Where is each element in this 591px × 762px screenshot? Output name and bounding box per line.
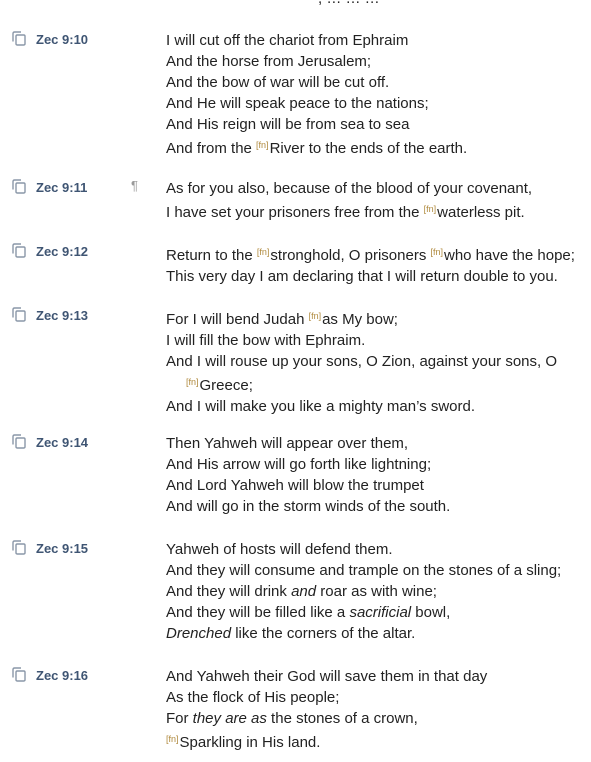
verse-lines [166, 666, 576, 753]
verse-text-segment: For [166, 710, 193, 727]
copy-icon[interactable] [12, 307, 26, 322]
verse-text-segment: River to the ends of the earth. [269, 140, 468, 157]
verse-line: And the horse from Jerusalem; [166, 53, 372, 70]
verse-line [166, 199, 576, 223]
verse-line [166, 708, 576, 729]
footnote-marker[interactable]: [fn] [423, 204, 437, 214]
verse-reference-link[interactable]: Zec 9:10 [36, 32, 89, 47]
footnote-marker[interactable]: [fn] [430, 247, 443, 257]
verse-text-segment: Sparkling in His land. [179, 734, 321, 751]
verse-reference-link[interactable]: Zec 9:14 [36, 435, 89, 450]
footnote-marker[interactable]: [fn] [256, 247, 270, 257]
verse-lines [166, 433, 576, 517]
verse-line: And Lord Yahweh will blow the trumpet [166, 477, 424, 494]
previous-verse-tail [318, 0, 380, 7]
verse-line: I will cut off the chariot from Ephraim [166, 32, 409, 49]
verse-line: Yahweh of hosts will defend them. [166, 541, 393, 558]
verse-lines [166, 178, 576, 223]
copy-icon[interactable] [12, 434, 26, 449]
verse-line [166, 372, 576, 396]
copy-icon[interactable] [12, 540, 26, 555]
verse-line [166, 242, 576, 266]
verse-line [166, 623, 576, 644]
verse-text-segment: Greece; [199, 377, 253, 394]
verse-text-segment: like the corners of the altar. [231, 625, 416, 642]
verse-lines [166, 30, 576, 159]
verse-line: As the flock of His people; [166, 689, 340, 706]
footnote-marker[interactable]: [fn] [186, 377, 199, 387]
verse-text-segment: Return to the [166, 247, 257, 264]
verse-reference-link[interactable]: Zec 9:12 [36, 244, 89, 259]
verse-text-segment: And they will drink [166, 583, 292, 600]
verse-reference-link[interactable]: Zec 9:11 [36, 180, 88, 195]
copy-icon[interactable] [12, 243, 26, 258]
verse-line: And Yahweh their God will save them in that day [166, 668, 488, 685]
italic-supplied-word: Drenched [166, 625, 232, 642]
verse-text-segment: stronghold, O prisoners [270, 247, 431, 264]
verse-line: This very day I am declaring that I will return double to you. [166, 268, 558, 285]
verse-reference-link[interactable]: Zec 9:16 [36, 668, 89, 683]
verse-line: And I will rouse up your sons, O Zion, against your sons, O [166, 353, 558, 370]
verse-text-segment: as My bow; [322, 311, 398, 328]
verse-line: And they will consume and trample on the stones of a sling; [166, 562, 562, 579]
verse-text-segment: who have the hope; [444, 247, 575, 264]
verse-reference-link[interactable]: Zec 9:15 [36, 541, 89, 556]
verse-line [166, 306, 576, 330]
verse-line: And the bow of war will be cut off. [166, 74, 390, 91]
footnote-marker[interactable]: [fn] [256, 140, 269, 150]
copy-icon[interactable] [12, 667, 26, 682]
verse-lines [166, 539, 576, 644]
verse-line: I will fill the bow with Ephraim. [166, 332, 366, 349]
italic-supplied-word: and [291, 583, 317, 600]
verse-text-segment: For I will bend Judah [166, 311, 309, 328]
verse-text-segment: bowl, [411, 604, 451, 621]
paragraph-mark-icon: ¶ [131, 178, 138, 193]
verse-line: And His reign will be from sea to sea [166, 116, 410, 133]
italic-supplied-word: sacrificial [349, 604, 412, 621]
verse-text-segment: the stones of a crown, [266, 710, 418, 727]
italic-supplied-word: they are as [192, 710, 267, 727]
verse-text-segment: I have set your prisoners free from the [166, 204, 424, 221]
verse-lines [166, 306, 576, 417]
verse-line [166, 602, 576, 623]
verse-line [166, 135, 576, 159]
verse-text-segment: And from the [166, 140, 257, 157]
verse-line: And I will make you like a mighty man’s sword. [166, 398, 476, 415]
copy-icon[interactable] [12, 179, 26, 194]
copy-icon[interactable] [12, 31, 26, 46]
verse-text-segment: And they will be filled like a [166, 604, 350, 621]
verse-line: Then Yahweh will appear over them, [166, 435, 409, 452]
footnote-marker[interactable]: [fn] [308, 311, 322, 321]
verse-line: And will go in the storm winds of the south. [166, 498, 451, 515]
footnote-marker[interactable]: [fn] [166, 734, 179, 744]
verse-line: As for you also, because of the blood of your covenant, [166, 180, 533, 197]
verse-line: And His arrow will go forth like lightning; [166, 456, 432, 473]
verse-line [166, 581, 576, 602]
verse-text-segment: roar as with wine; [316, 583, 437, 600]
verse-reference-link[interactable]: Zec 9:13 [36, 308, 89, 323]
verse-lines [166, 242, 576, 287]
verse-text-segment: waterless pit. [437, 204, 525, 221]
verse-line [166, 729, 576, 753]
verse-line: And He will speak peace to the nations; [166, 95, 429, 112]
